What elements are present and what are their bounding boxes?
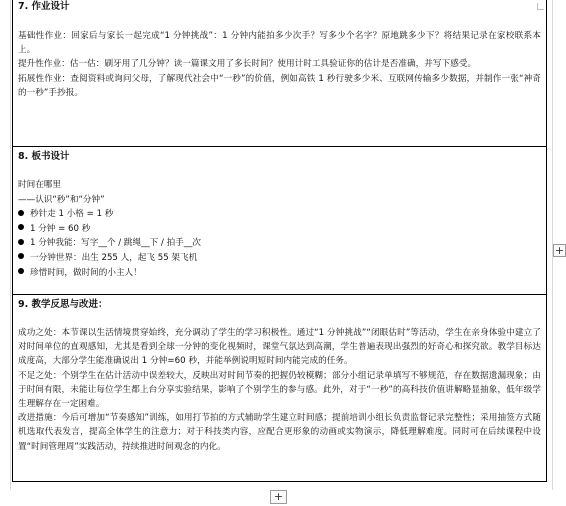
section-teaching-reflection	[13, 294, 546, 482]
bullet-text: 1 分钟我能：写字__个 / 跳绳__下 / 拍手__次	[30, 238, 202, 249]
board-bullet	[18, 251, 541, 266]
bullet-text: 1 分钟 = 60 秒	[30, 223, 91, 234]
homework-extend: 拓展性作业：查阅资料或询问父母，了解现代社会中“一秒”的价值，例如高铁 1 秒行驶多少米、互联网传输多少数据，并制作一张“神奇的一秒”手抄报。	[18, 73, 541, 98]
section-heading: 7. 作业设计	[18, 1, 70, 12]
homework-improve: 提升性作业：估一估：刷牙用了几分钟？读一篇课文用了多长时间？使用计时工具验证你的估计是否准确，并写下感受。	[18, 59, 477, 70]
reflection-shortcomings: 不足之处：个别学生在估计活动中误差较大，反映出对时间节奏的把握仍较模糊；部分小组记录单填写不够规范，存在数据遗漏现象；由于时间有限，未能让每位学生都上台分享实验结果，影响了个别学生的参与感。此外，对于“一秒”的高科技价值讲解略显抽象，低年级学生理解存在一定困难。	[18, 370, 541, 410]
bullet-text: 秒针走 1 小格 = 1 秒	[30, 209, 114, 220]
add-column-button[interactable]: +	[554, 244, 565, 257]
bullet-icon	[18, 210, 24, 216]
board-subtitle: ——认识“秒”和“分钟”	[18, 194, 105, 205]
text-boundary-mark	[537, 3, 544, 10]
bullet-icon	[18, 239, 24, 245]
section-homework-design	[13, 0, 546, 146]
board-title: 时间在哪里	[18, 180, 61, 190]
section-board-design	[13, 146, 546, 294]
reflection-improvements: 改进措施：今后可增加“节奏感知”训练，如用打节拍的方式辅助学生建立时间感；提前培训小组长负责监督记录完整性；采用抽签方式随机选取代表发言，提高全体学生的注意力；对于科技类内容，应配合更形象的动画或实物演示，降低理解难度。同时可在后续课程中设置“时间管理周”实践活动，持续推进时间观念的内化。	[18, 413, 541, 452]
section-heading: 8. 板书设计	[18, 151, 70, 162]
reflection-success: 成功之处：本节课以生活情境贯穿始终，充分调动了学生的学习积极性。通过“1 分钟挑战”“闭眼估时”等活动，学生在亲身体验中建立了对时间单位的直观感知，尤其是看到全球一分钟的变化视频时，课堂气氛达到高潮，学生普遍表现出强烈的好奇心和探究欲。教学目标达成度高，大部分学生能准确说出 1 分钟=60 秒，并能举例说明短时间内能完成的任务。	[18, 328, 541, 367]
board-bullet	[18, 236, 541, 251]
board-bullet	[18, 207, 541, 222]
document-table	[12, 0, 547, 482]
bullet-text: 一分钟世界：出生 255 人，起飞 55 架飞机	[30, 252, 198, 263]
board-bullet	[18, 266, 541, 281]
bullet-text: 珍惜时间，做时间的小主人！	[30, 267, 142, 278]
bullet-icon	[18, 224, 24, 230]
board-bullet	[18, 222, 541, 237]
page-edge-left	[10, 0, 11, 490]
add-row-button[interactable]: +	[270, 490, 287, 504]
bullet-icon	[18, 268, 24, 274]
section-heading: 9. 教学反思与改进：	[18, 299, 108, 310]
bullet-icon	[18, 253, 24, 259]
homework-basic: 基础性作业：回家后与家长一起完成“1 分钟挑战”：1 分钟内能拍多少次手？写多少个名字？原地跳多少下？将结果记录在家校联系本上。	[18, 31, 541, 56]
